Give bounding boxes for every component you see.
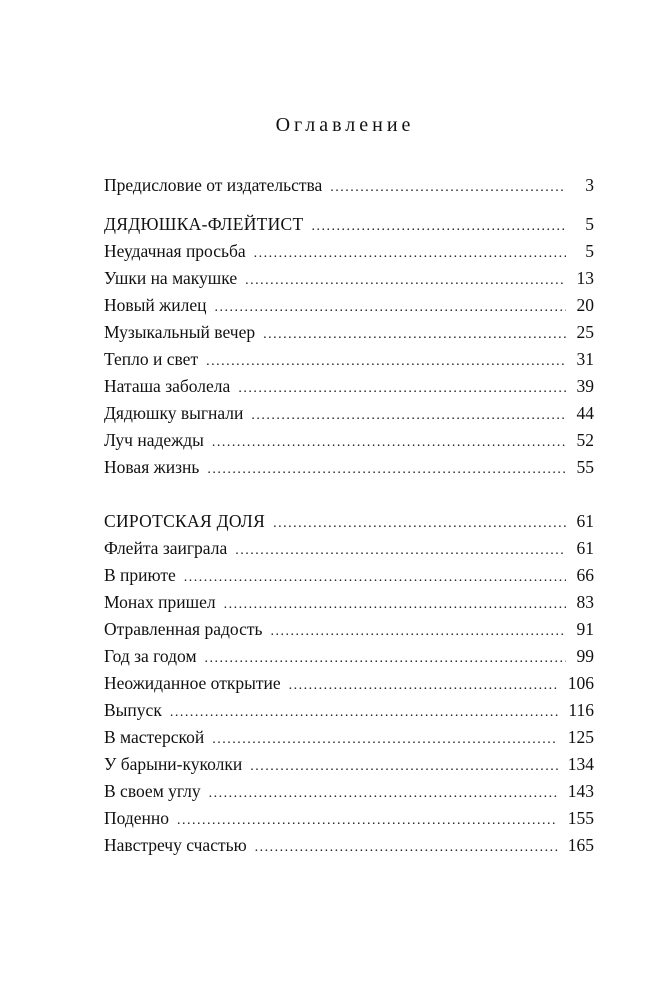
toc-entry-page: 20 bbox=[576, 295, 594, 315]
dot-leader bbox=[250, 753, 558, 780]
dot-leader bbox=[184, 564, 566, 591]
toc-entry-label: Поденно bbox=[104, 808, 170, 828]
toc-entry-page: 5 bbox=[585, 241, 594, 261]
toc-entry-label: Год за годом bbox=[104, 646, 197, 666]
toc-entry-page: 31 bbox=[576, 349, 594, 369]
toc-entry-label: Неожиданное открытие bbox=[104, 673, 281, 693]
toc-entry-page: 165 bbox=[567, 835, 594, 855]
toc-entry-label: Дядюшку выгнали bbox=[104, 403, 244, 423]
toc-entry bbox=[104, 832, 594, 859]
toc-entry-label: В своем углу bbox=[104, 781, 201, 801]
toc-entry-page: 13 bbox=[576, 268, 594, 288]
dot-leader bbox=[251, 402, 566, 429]
toc-entry bbox=[104, 238, 594, 265]
dot-leader bbox=[312, 213, 566, 240]
toc-entry-page: 55 bbox=[576, 457, 594, 477]
dot-leader bbox=[205, 645, 566, 672]
toc-entry bbox=[104, 751, 594, 778]
toc-entry-page: 44 bbox=[576, 403, 594, 423]
toc-entry bbox=[104, 589, 594, 616]
toc-entry-page: 66 bbox=[576, 565, 594, 585]
toc-entry-page: 83 bbox=[576, 592, 594, 612]
dot-leader bbox=[254, 240, 566, 267]
dot-leader bbox=[207, 456, 566, 483]
toc-entry bbox=[104, 265, 594, 292]
dot-leader bbox=[255, 834, 558, 861]
toc-entry-label: Наташа заболела bbox=[104, 376, 231, 396]
toc-entry bbox=[104, 400, 594, 427]
toc-entry-label: Музыкальный вечер bbox=[104, 322, 256, 342]
table-of-contents bbox=[104, 172, 594, 859]
dot-leader bbox=[245, 267, 566, 294]
toc-entry-label: Флейта заиграла bbox=[104, 538, 228, 558]
dot-leader bbox=[224, 591, 566, 618]
toc-entry bbox=[104, 562, 594, 589]
toc-part-1 bbox=[104, 211, 594, 238]
dot-leader bbox=[270, 618, 566, 645]
dot-leader bbox=[212, 429, 566, 456]
toc-entry bbox=[104, 454, 594, 481]
dot-leader bbox=[235, 537, 566, 564]
toc-entry bbox=[104, 643, 594, 670]
dot-leader bbox=[170, 699, 559, 726]
dot-leader bbox=[209, 780, 558, 807]
toc-entry-label: Выпуск bbox=[104, 700, 162, 720]
toc-entry-label: Тепло и свет bbox=[104, 349, 199, 369]
toc-entry-page: 52 bbox=[576, 430, 594, 450]
page-title: Оглавление bbox=[275, 114, 415, 136]
toc-entry bbox=[104, 805, 594, 832]
dot-leader bbox=[206, 348, 566, 375]
toc-entry-label: В приюте bbox=[104, 565, 176, 585]
dot-leader bbox=[330, 174, 566, 201]
toc-entry-label: Луч надежды bbox=[104, 430, 204, 450]
toc-entry-page: 91 bbox=[576, 619, 594, 639]
dot-leader bbox=[212, 726, 558, 753]
toc-entry-label: Навстречу счастью bbox=[104, 835, 247, 855]
toc-entry bbox=[104, 292, 594, 319]
dot-leader bbox=[263, 321, 566, 348]
toc-part-2 bbox=[104, 508, 594, 535]
toc-entry bbox=[104, 616, 594, 643]
toc-entry-label: Новый жилец bbox=[104, 295, 207, 315]
dot-leader bbox=[214, 294, 566, 321]
dot-leader bbox=[238, 375, 566, 402]
toc-entry-label: Монах пришел bbox=[104, 592, 216, 612]
toc-entry-label: Отравленная радость bbox=[104, 619, 263, 639]
toc-entry-page: 106 bbox=[567, 673, 594, 693]
section-spacer bbox=[104, 481, 594, 508]
toc-entry-label: У барыни-куколки bbox=[104, 754, 243, 774]
dot-leader bbox=[177, 807, 558, 834]
toc-entry bbox=[104, 778, 594, 805]
part-2-chapter-list bbox=[104, 535, 594, 859]
toc-entry-label: Новая жизнь bbox=[104, 457, 200, 477]
toc-entry-page: 3 bbox=[585, 175, 594, 195]
toc-part-page: 61 bbox=[576, 511, 594, 531]
toc-entry bbox=[104, 670, 594, 697]
toc-entry-label: Неудачная просьба bbox=[104, 241, 246, 261]
toc-entry-page: 61 bbox=[576, 538, 594, 558]
toc-entry-page: 25 bbox=[576, 322, 594, 342]
toc-entry-label: Ушки на макушке bbox=[104, 268, 238, 288]
toc-entry-page: 39 bbox=[576, 376, 594, 396]
toc-entry-page: 116 bbox=[568, 700, 594, 720]
toc-entry bbox=[104, 346, 594, 373]
toc-part-page: 5 bbox=[585, 214, 594, 234]
toc-entry bbox=[104, 373, 594, 400]
toc-entry-label: В мастерской bbox=[104, 727, 205, 747]
toc-entry bbox=[104, 697, 594, 724]
part-1-chapter-list bbox=[104, 238, 594, 481]
toc-entry bbox=[104, 427, 594, 454]
toc-entry-page: 155 bbox=[567, 808, 594, 828]
toc-entry-preface bbox=[104, 172, 594, 199]
toc-entry bbox=[104, 319, 594, 346]
toc-entry-page: 143 bbox=[567, 781, 594, 801]
toc-entry-page: 134 bbox=[567, 754, 594, 774]
toc-entry-label: Предисловие от издательства bbox=[104, 175, 323, 195]
toc-part-label: ДЯДЮШКА-ФЛЕЙТИСТ bbox=[104, 214, 304, 234]
toc-part-label: СИРОТСКАЯ ДОЛЯ bbox=[104, 511, 266, 531]
dot-leader bbox=[289, 672, 558, 699]
toc-entry-page: 99 bbox=[576, 646, 594, 666]
toc-entry bbox=[104, 724, 594, 751]
dot-leader bbox=[273, 510, 566, 537]
toc-entry-page: 125 bbox=[567, 727, 594, 747]
toc-entry bbox=[104, 535, 594, 562]
